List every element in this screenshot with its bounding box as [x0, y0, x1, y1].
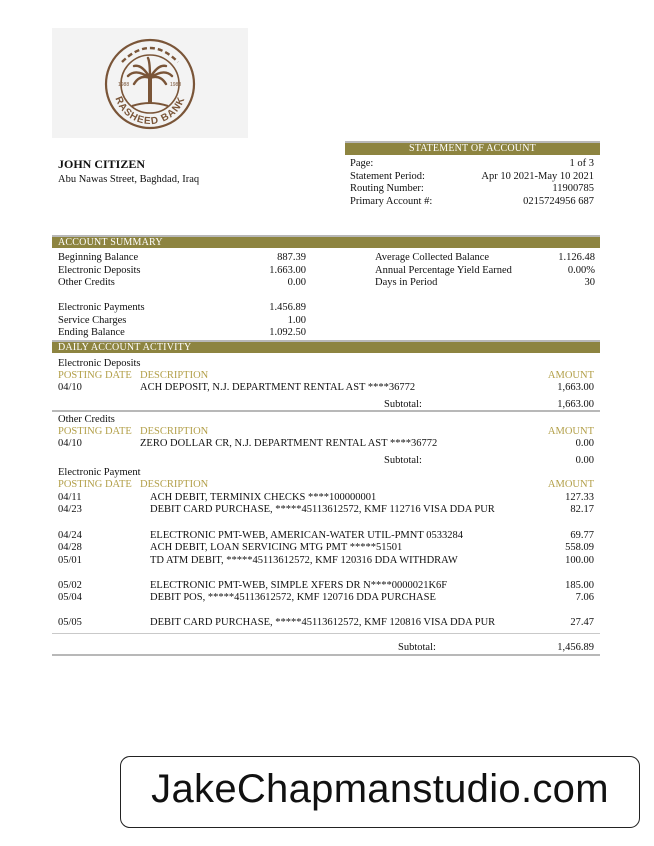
row-description: ACH DEPOSIT, N.J. DEPARTMENT RENTAL AST ****36772	[140, 382, 416, 393]
row-description: ACH DEBIT, LOAN SERVICING MTG PMT *****51501	[150, 542, 403, 553]
row-amount: 69.77	[570, 530, 594, 541]
payments-title: Electronic Payment	[58, 467, 141, 478]
statement-info	[350, 158, 594, 208]
customer-name: JOHN CITIZEN	[58, 157, 146, 171]
row-date: 05/01	[58, 555, 82, 566]
summary-row	[58, 265, 306, 278]
col-posting-date: POSTING DATE	[58, 370, 132, 381]
row-amount: 127.33	[565, 492, 594, 503]
summary-left	[58, 252, 306, 290]
summary-value: 1.126.48	[558, 252, 595, 263]
statement-row-routing	[350, 183, 594, 196]
summary-value: 887.39	[277, 252, 306, 263]
summary-value: 1.456.89	[269, 302, 306, 313]
statement-value: 11900785	[552, 183, 594, 194]
row-amount: 558.09	[565, 542, 594, 553]
deposits-title: Electronic Deposits	[58, 358, 141, 369]
row-date: 04/11	[58, 492, 82, 503]
summary-label: Other Credits	[58, 277, 115, 288]
statement-label: Page:	[350, 158, 374, 169]
row-description: ACH DEBIT, TERMINIX CHECKS ****100000001	[150, 492, 377, 503]
row-date: 04/10	[58, 438, 82, 449]
statement-value: 0215724956 687	[523, 195, 594, 207]
watermark-text: JakeChapmanstudio.com	[151, 767, 609, 811]
row-date: 04/28	[58, 542, 82, 553]
rasheed-bank-logo	[52, 28, 248, 138]
summary-value: 30	[584, 277, 595, 288]
summary-label: Electronic Deposits	[58, 264, 141, 276]
col-description: DESCRIPTION	[140, 426, 209, 437]
row-date: 05/02	[58, 580, 82, 591]
col-amount: AMOUNT	[547, 426, 594, 437]
row-description: DEBIT CARD PURCHASE, *****45113612572, KMF 120816 VISA DDA PUR	[150, 617, 496, 628]
summary-label: Days in Period	[375, 277, 438, 288]
summary-row	[58, 327, 306, 340]
summary-value: 1.092.50	[269, 327, 306, 338]
statement-label: Primary Account #:	[350, 195, 433, 207]
subtotal-value: 1,663.00	[557, 399, 594, 410]
logo-bank-name: RASHEED BANK	[112, 94, 188, 128]
summary-value: 1.00	[287, 314, 306, 326]
col-amount: AMOUNT	[547, 479, 594, 490]
subtotal-value: 1,456.89	[557, 642, 594, 653]
statement-row-account	[350, 196, 594, 209]
summary-left-2	[58, 302, 306, 340]
col-description: DESCRIPTION	[140, 370, 209, 381]
summary-row	[58, 277, 306, 290]
summary-row	[375, 252, 595, 265]
row-description: TD ATM DEBIT, *****45113612572, KMF 120316 DDA WITHDRAW	[150, 555, 458, 566]
summary-label: Electronic Payments	[58, 302, 145, 313]
row-amount: 1,663.00	[557, 382, 594, 393]
statement-value: 1 of 3	[569, 158, 594, 169]
summary-row	[58, 315, 306, 328]
customer-address: Abu Nawas Street, Baghdad, Iraq	[58, 174, 200, 185]
row-date: 05/05	[58, 617, 82, 628]
subtotal-label: Subtotal:	[398, 642, 436, 653]
summary-row	[58, 302, 306, 315]
summary-value: 0.00%	[567, 264, 595, 276]
summary-label: Annual Percentage Yield Earned	[375, 264, 512, 276]
credits-title: Other Credits	[58, 414, 115, 425]
col-amount: AMOUNT	[547, 370, 594, 381]
row-description: ELECTRONIC PMT-WEB, SIMPLE XFERS DR N****0000021K6F	[150, 580, 448, 591]
row-amount: 185.00	[565, 580, 594, 591]
logo-year-right: 1988	[170, 82, 182, 88]
row-date: 04/23	[58, 504, 82, 515]
summary-label: Average Collected Balance	[375, 252, 490, 263]
logo-year-left: 1988	[118, 82, 130, 88]
subtotal-label: Subtotal:	[384, 455, 422, 466]
row-amount: 27.47	[570, 617, 594, 628]
summary-label: Service Charges	[58, 314, 127, 326]
col-posting-date: POSTING DATE	[58, 426, 132, 437]
row-description: DEBIT POS, *****45113612572, KMF 120716 DDA PURCHASE	[150, 592, 436, 603]
row-description: ZERO DOLLAR CR, N.J. DEPARTMENT RENTAL AST ****36772	[140, 438, 438, 449]
row-amount: 82.17	[570, 504, 594, 515]
col-description: DESCRIPTION	[140, 479, 209, 490]
row-description: ELECTRONIC PMT-WEB, AMERICAN-WATER UTIL-PMNT 0533284	[150, 530, 463, 541]
row-date: 04/24	[58, 530, 82, 541]
statement-row-period	[350, 171, 594, 184]
summary-value: 1.663.00	[269, 264, 306, 276]
subtotal-value: 0.00	[575, 455, 594, 466]
row-amount: 7.06	[575, 592, 594, 603]
statement-title: STATEMENT OF ACCOUNT	[345, 143, 600, 155]
summary-row	[375, 277, 595, 290]
row-date: 05/04	[58, 592, 82, 603]
col-posting-date: POSTING DATE	[58, 479, 132, 490]
statement-value: Apr 10 2021-May 10 2021	[481, 170, 594, 182]
row-description: DEBIT CARD PURCHASE, *****45113612572, KMF 112716 VISA DDA PUR	[150, 504, 495, 515]
row-date: 04/10	[58, 382, 82, 393]
statement-label: Statement Period:	[350, 170, 425, 182]
row-amount: 100.00	[565, 555, 594, 566]
summary-right	[375, 252, 595, 290]
summary-label: Ending Balance	[58, 327, 125, 338]
watermark-box	[120, 756, 640, 828]
summary-value: 0.00	[287, 277, 306, 288]
daily-activity-title: DAILY ACCOUNT ACTIVITY	[52, 342, 600, 353]
summary-row	[58, 252, 306, 265]
subtotal-label: Subtotal:	[384, 399, 422, 410]
summary-label: Beginning Balance	[58, 252, 139, 263]
statement-label: Routing Number:	[350, 183, 424, 194]
account-summary-title: ACCOUNT SUMMARY	[52, 237, 600, 248]
statement-row-page	[350, 158, 594, 171]
row-amount: 0.00	[575, 438, 594, 449]
bank-logo-area	[52, 28, 248, 138]
summary-row	[375, 265, 595, 278]
